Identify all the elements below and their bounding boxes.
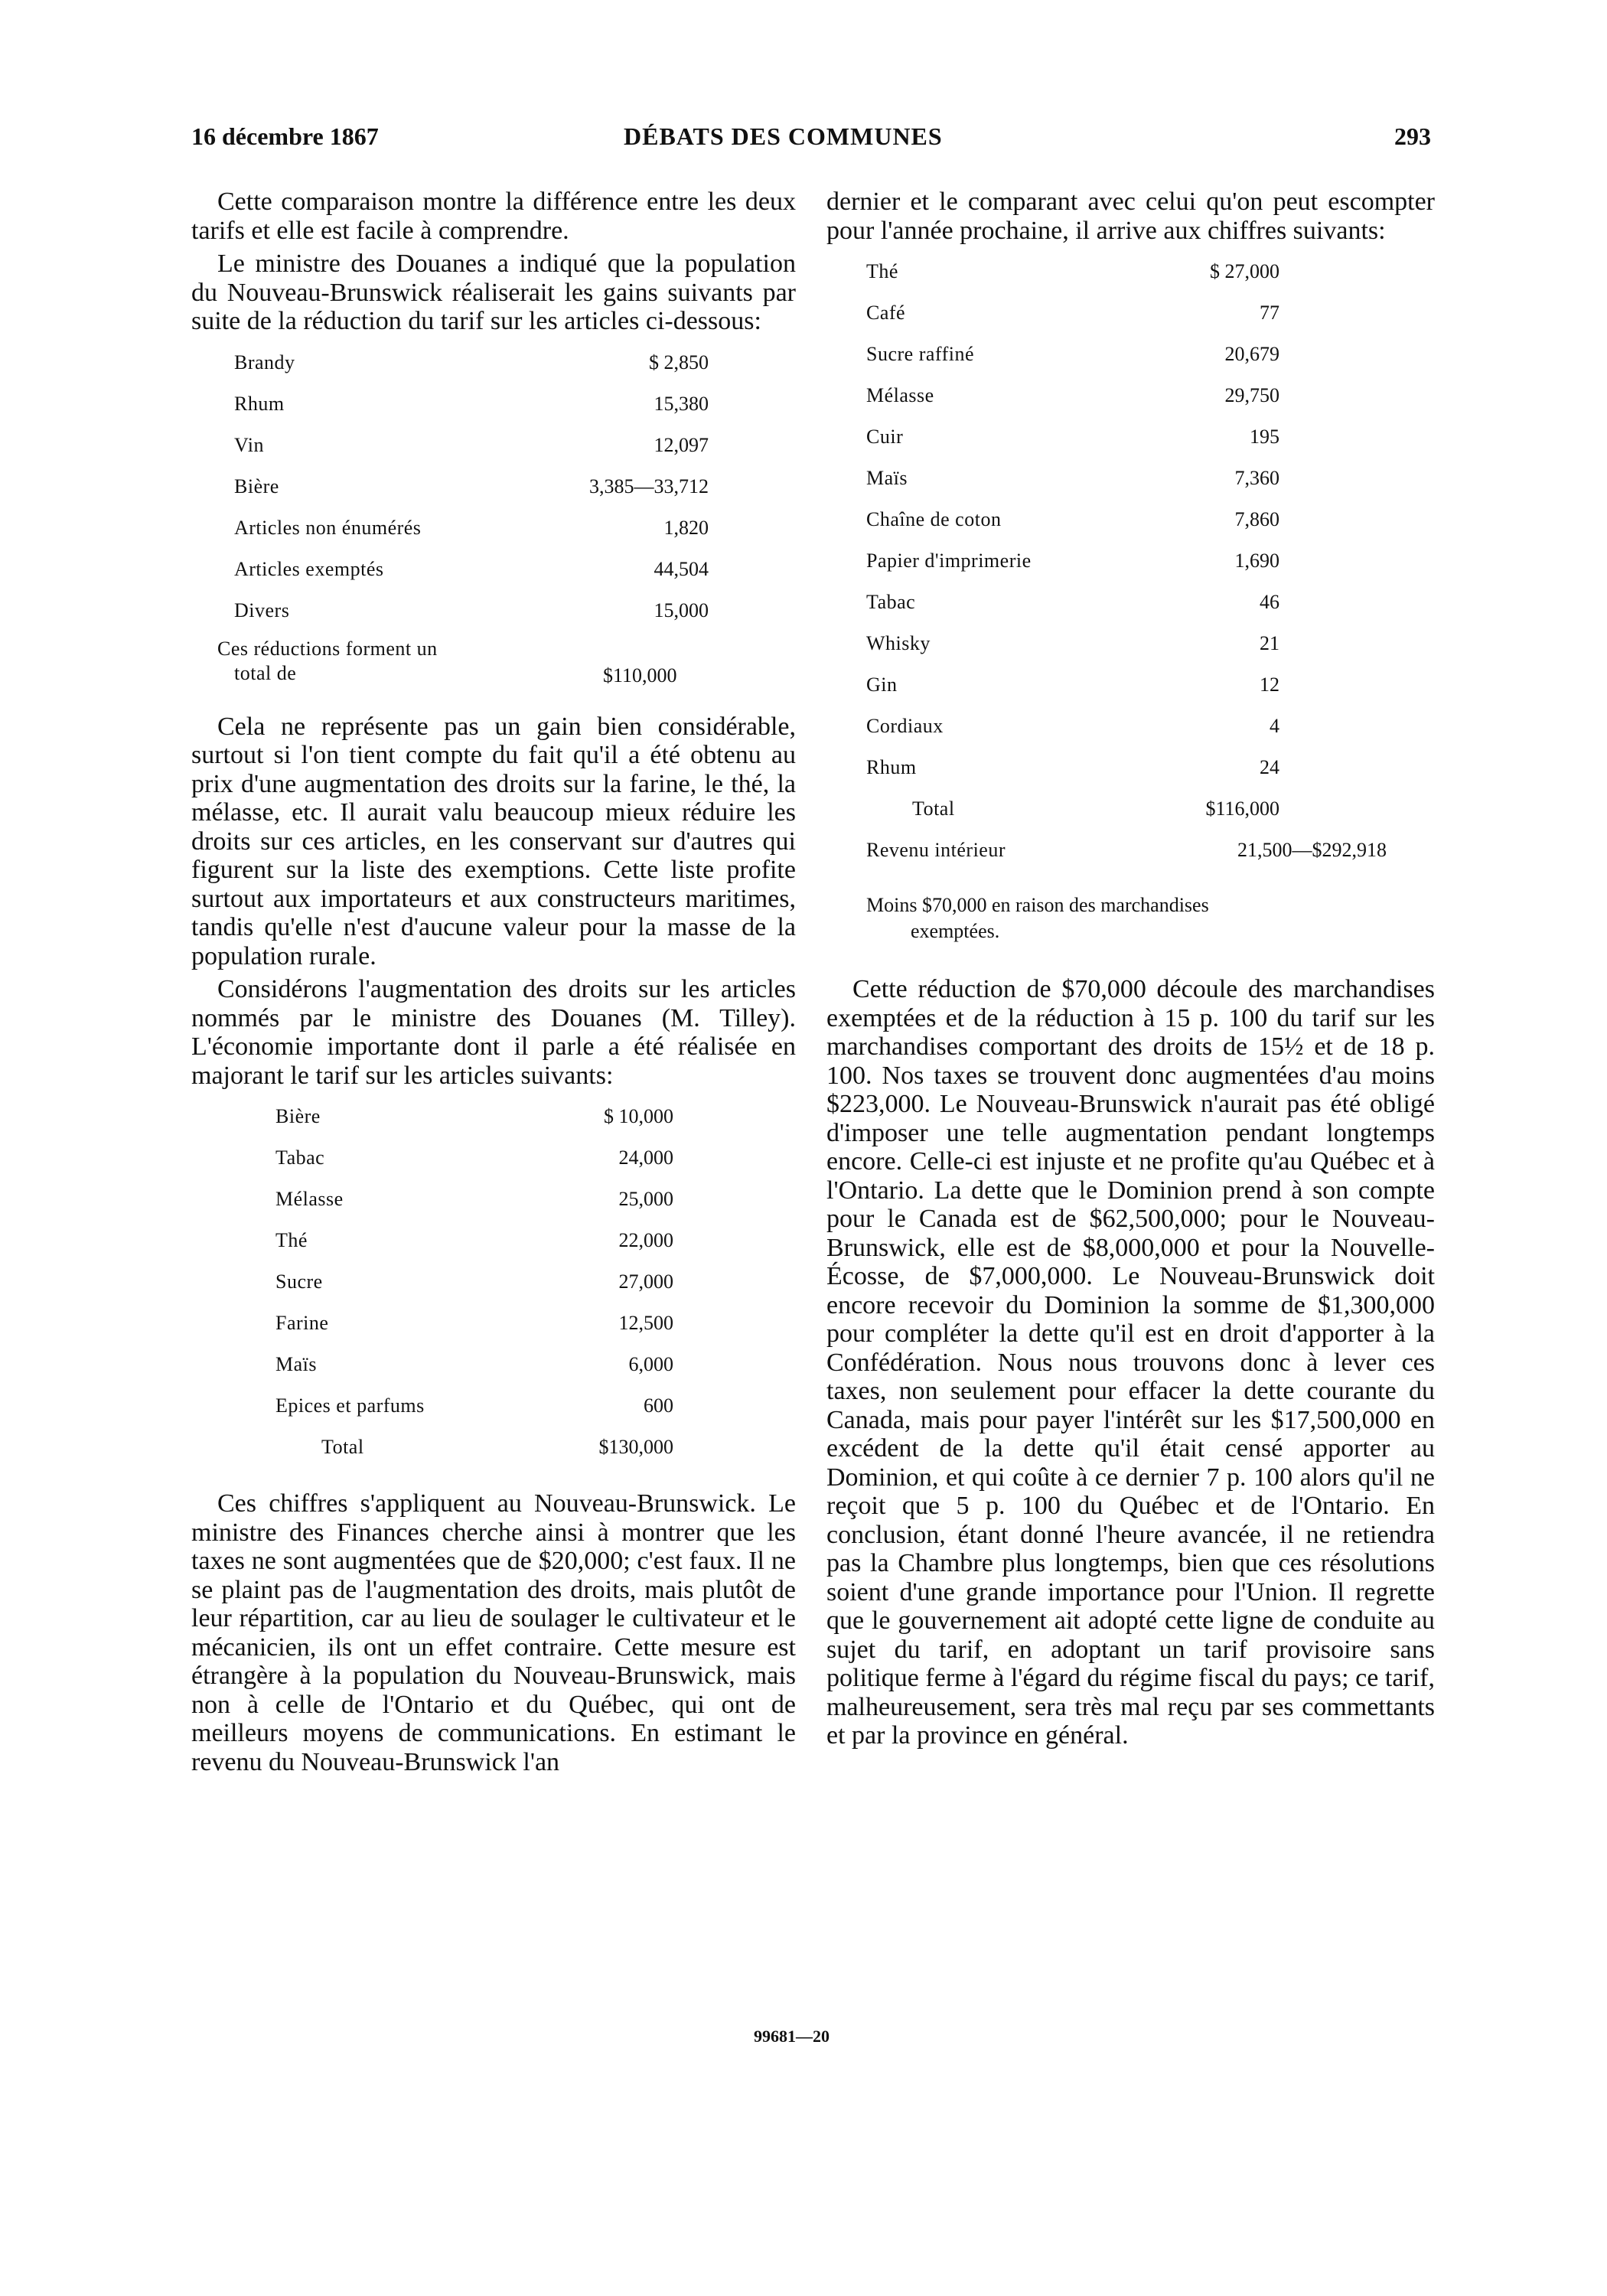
paragraph: Considérons l'augmentation des droits sur les articles nommés par le ministre des Douanes (M. Tilley). L'économie importante dont il parle a été réalisée en majorant le tarif sur les articles suivants: (191, 975, 796, 1090)
table-total-row (866, 788, 1417, 830)
row-label: Sucre raffiné (866, 343, 975, 366)
paragraph: Le ministre des Douanes a indiqué que la population du Nouveau-Brunswick réaliserait les gains suivants par suite de la réduction du tarif sur les articles ci-dessous: (191, 249, 796, 335)
total-label-line1: Ces réductions forment un (217, 637, 438, 660)
row-amount: $ 27,000 (1210, 260, 1279, 283)
row-amount: 195 (1250, 426, 1279, 448)
row-amount: 44,504 (654, 557, 709, 580)
row-amount: 7,860 (1234, 508, 1279, 531)
row-amount: 12,500 (618, 1312, 673, 1335)
table-row (275, 1344, 673, 1385)
row-amount: 27,000 (618, 1270, 673, 1293)
table-row (275, 1137, 673, 1179)
row-amount: 15,380 (654, 392, 709, 415)
table-row (275, 1220, 673, 1261)
row-label: Cordiaux (866, 715, 944, 738)
row-amount: $ 10,000 (604, 1105, 673, 1128)
row-label: Epices et parfums (275, 1394, 425, 1417)
row-label: Bière (275, 1105, 321, 1128)
table-row (866, 664, 1417, 706)
row-label: Vin (234, 433, 264, 456)
page-header (191, 122, 1431, 161)
row-amount: 12 (1260, 673, 1279, 696)
note-line: exemptées. (911, 920, 1000, 942)
table-row (234, 466, 709, 507)
left-column (191, 188, 796, 1781)
revenu-label: Revenu intérieur (866, 839, 1006, 862)
increases-table (275, 1096, 673, 1468)
row-amount: 7,360 (1234, 467, 1279, 490)
table-row (275, 1179, 673, 1220)
note-line: Moins $70,000 en raison des marchandises (866, 894, 1209, 916)
row-amount: 1,690 (1234, 550, 1279, 572)
table-row (866, 582, 1417, 623)
row-amount: 46 (1260, 591, 1279, 614)
table-row (866, 747, 1417, 788)
row-label: Articles non énumérés (234, 516, 422, 539)
table-total-row (275, 1427, 673, 1468)
row-label: Rhum (866, 756, 917, 779)
table-row (234, 383, 709, 425)
paragraph: Cette réduction de $70,000 découle des marchandises exemptées et de la réduction à 15 p. 100 du tarif sur les marchandises comportant des droits de 15½ et de 18 p. 100. Nos taxes se trouvent donc augmentées d'au moins $223,000. Le Nouveau-Brunswick n'aurait pas été obligé d'imposer une telle augmentation pendant longtemps encore. Celle-ci est injuste et ne profite qu'au Québec et à l'Ontario. La dette que le Dominion prend à son compte pour le Canada est de $62,500,000; pour le Nouveau-Brunswick, elle est de $8,000,000 et pour la Nouvelle-Écosse, de $7,000,000. Le Nouveau-Brunswick doit encore recevoir du Dominion la somme de $1,300,000 pour compléter la dette qu'il est en droit d'apporter à la Confédération. Nous nous trouvons donc à lever ces taxes, non seulement pour effacer la dette courante du Canada, mais pour payer l'intérêt sur les $17,500,000 en excédent de la dette qu'il était censé apporter au Dominion, et qui coûte à ce dernier 7 p. 100 alors qu'il ne reçoit que 5 p. 100 du Québec et de l'Ontario. En conclusion, étant donné l'heure avancée, il ne retiendra pas la Chambre plus longtemps, bien que ces résolutions soient d'une grande importance pour l'Union. Il regrette que le gouvernement ait adopté cette ligne de conduite au sujet du tarif, en adoptant un tarif provisoire sans politique ferme à l'égard du régime fiscal du pays; ce tarif, malheureusement, sera très mal reçu par ses commettants et par la province en général. (826, 975, 1435, 1750)
table-row (275, 1303, 673, 1344)
paragraph: dernier et le comparant avec celui qu'on peut escompter pour l'année prochaine, il arrive aux chiffres suivants: (826, 188, 1435, 245)
row-label: Papier d'imprimerie (866, 550, 1032, 572)
row-amount: 1,820 (663, 516, 709, 539)
row-label: Articles exemptés (234, 557, 384, 580)
table-row (866, 499, 1417, 540)
table-row (866, 292, 1417, 334)
paragraph: Cette comparaison montre la différence entre les deux tarifs et elle est facile à comprendre. (191, 188, 796, 245)
row-label: Rhum (234, 392, 285, 415)
row-amount: 77 (1260, 302, 1279, 325)
row-label: Café (866, 302, 906, 325)
table-row (866, 706, 1417, 747)
row-label: Farine (275, 1312, 329, 1335)
table-row (234, 549, 709, 590)
row-label: Maïs (275, 1353, 317, 1376)
row-amount: $ 2,850 (649, 351, 709, 373)
table-row (234, 342, 709, 383)
table-row (234, 425, 709, 466)
page-number: 293 (1394, 122, 1431, 150)
page-date: 16 décembre 1867 (191, 122, 379, 150)
table-row (866, 540, 1417, 582)
page-title: DÉBATS DES COMMUNES (624, 122, 943, 150)
table-row (866, 334, 1417, 375)
row-label: Divers (234, 598, 290, 621)
row-label: Gin (866, 673, 898, 696)
total-amount: $130,000 (598, 1436, 673, 1459)
revenu-amount: 21,500—$292,918 (1237, 839, 1387, 862)
right-column (826, 188, 1435, 1755)
row-label: Tabac (275, 1146, 325, 1169)
table-row (866, 458, 1417, 499)
total-amount: $110,000 (603, 664, 677, 687)
reductions-table (217, 342, 709, 691)
note-exemptions (866, 892, 1435, 944)
table-row (234, 590, 709, 631)
row-label: Bière (234, 475, 279, 497)
table-row (234, 507, 709, 549)
table-row (275, 1385, 673, 1427)
total-label: Total (321, 1436, 364, 1459)
row-amount: 600 (644, 1394, 673, 1417)
row-amount: 20,679 (1224, 343, 1279, 366)
total-label: Total (912, 797, 955, 820)
row-label: Cuir (866, 426, 904, 448)
row-label: Thé (275, 1229, 308, 1252)
row-label: Mélasse (866, 384, 934, 407)
row-amount: 4 (1270, 715, 1279, 738)
row-amount: 25,000 (618, 1188, 673, 1211)
row-label: Sucre (275, 1270, 323, 1293)
table-total-row (234, 631, 709, 691)
row-amount: 21 (1260, 632, 1279, 655)
row-amount: 24,000 (618, 1146, 673, 1169)
paragraph: Ces chiffres s'appliquent au Nouveau-Brunswick. Le ministre des Finances cherche ainsi à montrer que les taxes ne sont augmentées que de $20,000; c'est faux. Il ne se plaint pas de l'augmentation des droits, mais plutôt de leur répartition, car au lieu de soulager le cultivateur et le mécanicien, ils ont un effet contraire. Cette mesure est étrangère à la population du Nouveau-Brunswick, mais non à celle de l'Ontario et du Québec, qui ont de meilleurs moyens de communications. En estimant le revenu du Nouveau-Brunswick l'an (191, 1489, 796, 1776)
total-amount: $116,000 (1205, 797, 1279, 820)
paragraph: Cela ne représente pas un gain bien considérable, surtout si l'on tient compte du fait qu'il a été obtenu au prix d'une augmentation des droits sur la farine, le thé, la mélasse, etc. Il aurait valu beaucoup mieux réduire les droits sur ces articles, en les conservant sur d'autres qui figurent sur la liste des exemptions. Cette liste profite surtout aux importateurs et aux constructeurs maritimes, tandis qu'elle n'est d'aucune valeur pour la masse de la population rurale. (191, 712, 796, 970)
row-amount: 24 (1260, 756, 1279, 779)
row-label: Thé (866, 260, 898, 283)
row-label: Maïs (866, 467, 908, 490)
table-row (866, 416, 1417, 458)
row-label: Mélasse (275, 1188, 344, 1211)
row-label: Brandy (234, 351, 295, 373)
footer-code: 99681—20 (754, 2027, 830, 2046)
table-row (866, 375, 1417, 416)
row-amount: 6,000 (628, 1353, 673, 1376)
row-amount: 3,385—33,712 (589, 475, 709, 497)
row-label: Tabac (866, 591, 916, 614)
row-amount: 29,750 (1224, 384, 1279, 407)
table-row (275, 1096, 673, 1137)
row-label: Whisky (866, 632, 931, 655)
total-label-line2: total de (234, 661, 297, 684)
row-amount: 15,000 (654, 598, 709, 621)
table-row (275, 1261, 673, 1303)
table-row (866, 251, 1417, 292)
row-label: Chaîne de coton (866, 508, 1002, 531)
revenue-table (866, 251, 1417, 871)
revenu-row (866, 830, 1417, 871)
table-row (866, 623, 1417, 664)
row-amount: 22,000 (618, 1229, 673, 1252)
row-amount: 12,097 (654, 433, 709, 456)
